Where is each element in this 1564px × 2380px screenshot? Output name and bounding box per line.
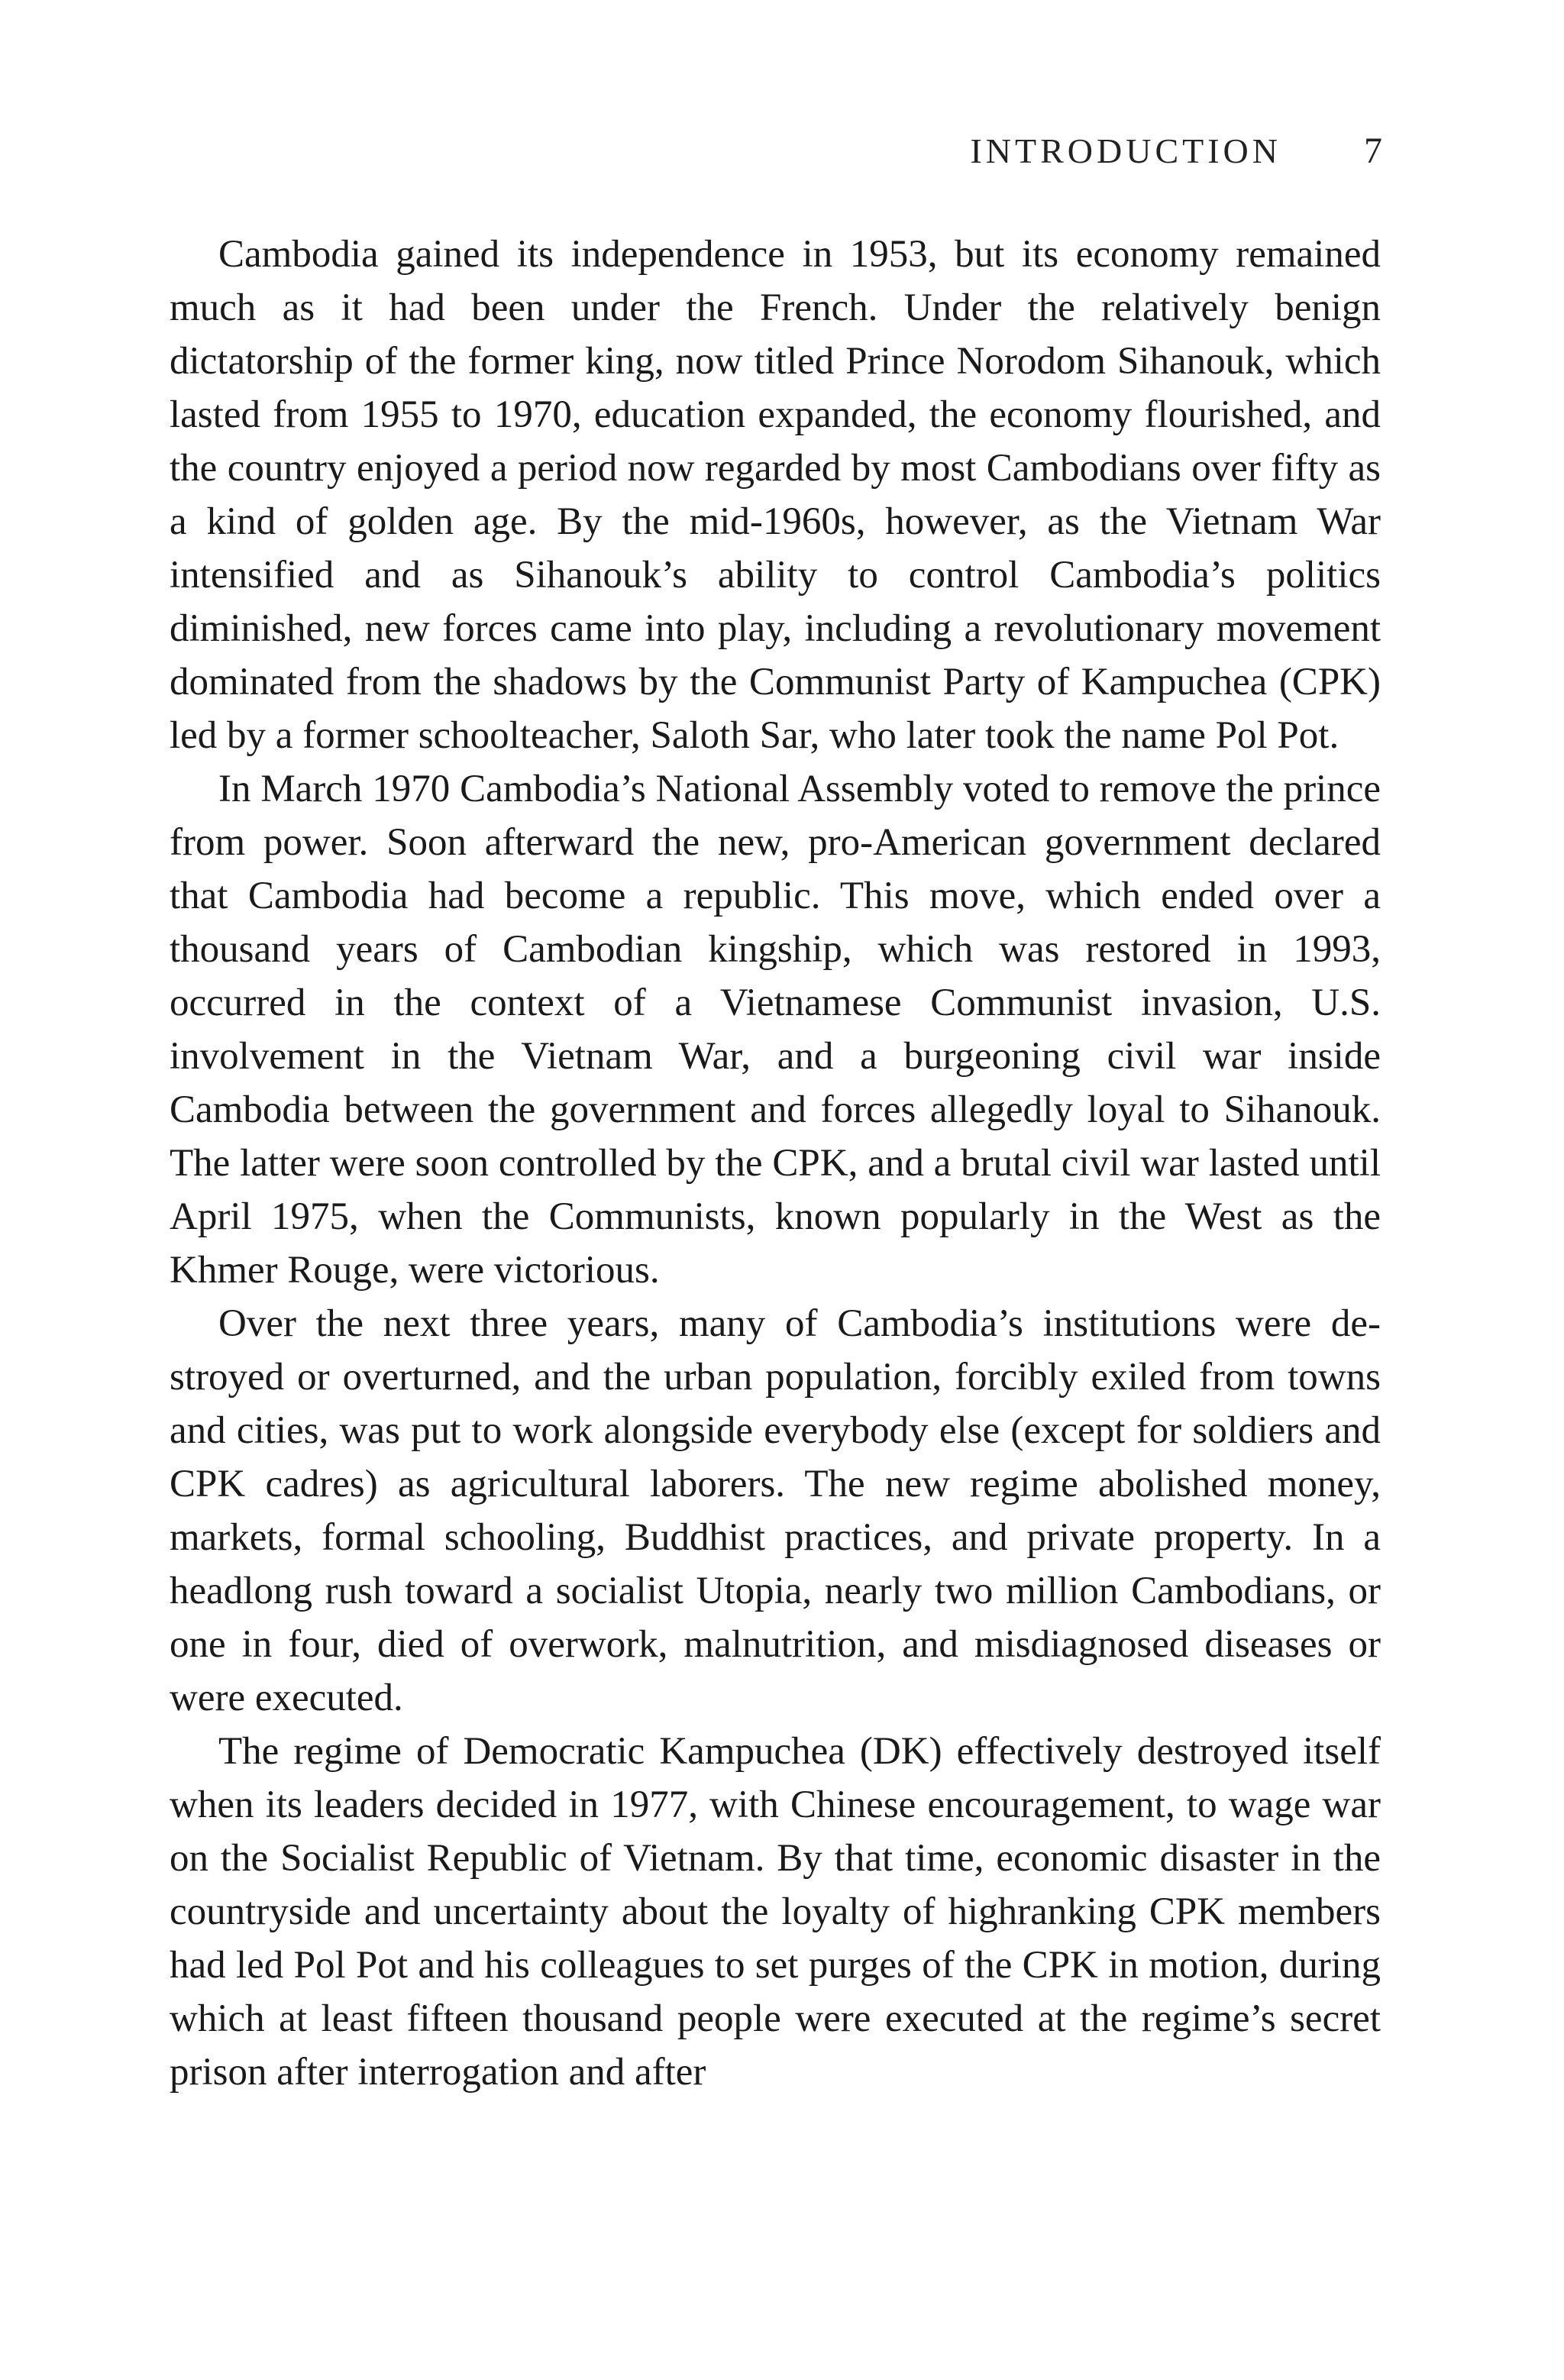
body-text: [170, 228, 1381, 2099]
paragraph-war-on-vietnam: The regime of Democratic Kampuchea (DK) effectively destroyed itself when its leaders decided in 1977, with Chinese encouragement, to wage war on the Socialist Republic of Vietnam. By that time, economic disaster in the countryside and uncertainty about the loyalty of highranking CPK members had led Pol Pot and his colleagues to set purges of the CPK in motion, during which at least fifteen thousand people were executed at the regime’s secret prison after interrogation and after: [170, 1730, 1381, 2094]
page-number: 7: [1364, 131, 1382, 171]
paragraph-republic: In March 1970 Cambodia’s National Assembly voted to remove the prince from power. Soon afterward the new, pro-American government declared that Cambodia had become a republic. This move, which ended over a thousand years of Cambodian kingship, which was restored in 1993, occurred in the context of a Vietnamese Communist invasion, U.S. involvement in the Vietnam War, and a burgeoning civil war inside Cambodia between the government and forces allegedly loyal to Sihanouk. The latter were soon controlled by the CPK, and a brutal civil war lasted until April 1975, when the Communists, known popularly in the West as the Khmer Rouge, were victorious.: [170, 768, 1381, 1292]
paragraph-dk-regime: Over the next three years, many of Cambodia’s institutions were destroyed or overturned, and the urban population, forcibly exiled from towns and cities, was put to work alongside everybody else (except for soldiers and CPK cadres) as agricultural laborers. The new regime abolished money, markets, formal schooling, Buddhist practices, and private property. In a headlong rush toward a socialist Utopia, nearly two million Cambodians, or one in four, died of overwork, malnutrition, and misdiagnosed diseases or were executed.: [170, 1302, 1381, 1719]
paragraph-independence: Cambodia gained its independence in 1953, but its economy remained much as it had been under the French. Under the relatively benign dictatorship of the former king, now titled Prince Norodom Sihanouk, which lasted from 1955 to 1970, education expanded, the economy flourished, and the country enjoyed a period now regarded by most Cambodians over fifty as a kind of golden age. By the mid-1960s, however, as the Vietnam War intensified and as Sihanouk’s ability to control Cambodia’s politics diminished, new forces came into play, including a revolutionary movement dominated from the shadows by the Communist Party of Kampuchea (CPK) led by a former schoolteacher, Saloth Sar, who later took the name Pol Pot.: [170, 233, 1381, 757]
running-head: [970, 128, 1382, 174]
running-title: INTRODUCTION: [970, 131, 1281, 170]
